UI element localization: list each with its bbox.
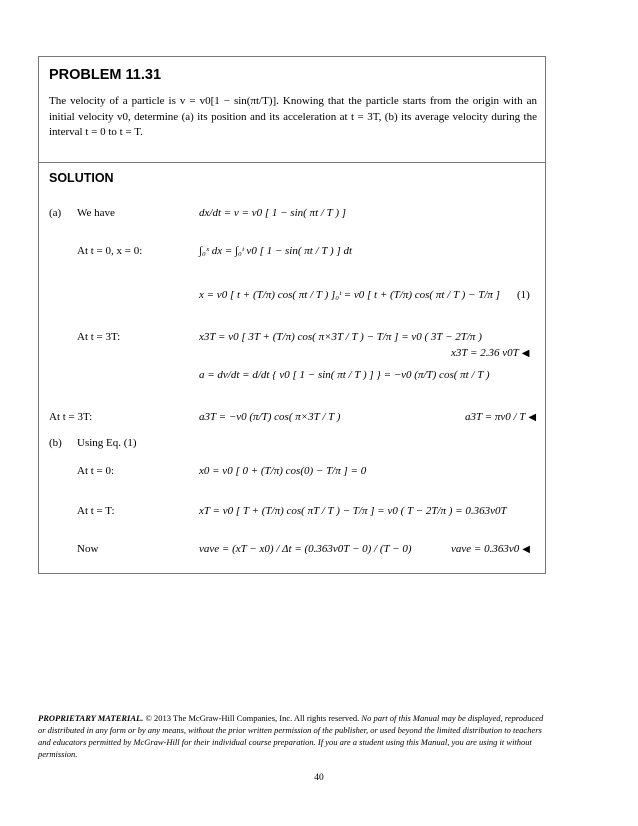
page-number: 40 [314,773,324,783]
x0-equation: x0 = v0 [ 0 + (T/π) cos(0) − T/π ] = 0 [199,465,367,477]
using-eq-text: Using Eq. (1) [77,437,137,449]
at-t0-label: At t = 0: [77,465,115,477]
vave-equation: vave = (xT − x0) / Δt = (0.363v0T − 0) / (T − 0) [199,543,412,555]
now-text: Now [77,543,99,555]
equation-number: (1) [517,289,530,301]
acceleration-equation: a = dv/dt = d/dt { v0 [ 1 − sin( πt / T ) ] } = −v0 (π/T) cos( πt / T ) [199,369,490,381]
part-a-label: (a) [49,207,62,219]
a3T-equation: a3T = −v0 (π/T) cos( π×3T / T ) [199,411,341,423]
position-equation: x = v0 [ t + (T/π) cos( πt / T ) ]₀ᵗ = v0 [ t + (T/π) cos( πt / T ) − T/π ] [199,289,500,301]
solution-box [38,162,546,574]
problem-box [38,56,546,168]
vave-answer: vave = 0.363v0 ◀ [451,543,530,555]
x3T-equation: x3T = v0 [ 3T + (T/π) cos( π×3T / T ) − T/π ] = v0 ( 3T − 2T/π ) [199,331,482,343]
footer-italic: No part of this Manual may be displayed, reproduced or distributed in any form or by any means, without the prior written permission of the publisher, or used beyond the limited distribution to teachers and educators permitted by McGraw-Hill for their individual course preparation. If you are a student using this Manual, you are using it without permission. [38,713,544,759]
xT-equation: xT = v0 [ T + (T/π) cos( πT / T ) − T/π ] = v0 ( T − 2T/π ) = 0.363v0T [199,505,507,517]
problem-title: PROBLEM 11.31 [49,67,162,83]
a3T-answer: a3T = πv0 / T ◀ [465,411,537,423]
part-b-label: (b) [49,437,62,449]
x3T-answer: x3T = 2.36 v0T ◀ [451,347,530,359]
footer-bold: PROPRIETARY MATERIAL. [38,713,144,723]
solution-title: SOLUTION [49,171,114,185]
initial-condition-label: At t = 0, x = 0: [77,245,143,257]
integral-equation: ∫₀ˣ dx = ∫₀ᵗ v0 [ 1 − sin( πt / T ) ] dt [199,245,353,257]
footer-normal: © 2013 The McGraw-Hill Companies, Inc. All rights reserved. [143,713,362,723]
at-3T-label-2: At t = 3T: [49,411,93,423]
velocity-equation: dx/dt = v = v0 [ 1 − sin( πt / T ) ] [199,207,347,219]
at-tT-label: At t = T: [77,505,115,517]
answer-marker-icon: ◀ [522,544,530,555]
problem-statement: The velocity of a particle is v = v0[1 − sin(πt/T)]. Knowing that the particle starts from the origin with an initial velocity v0, determine (a) its position and its acceleration at t = 3T, (b) its average velocity during the interval t = 0 to t = T. [49,95,537,138]
we-have-text: We have [77,207,115,219]
answer-marker-icon: ◀ [521,348,530,359]
copyright-footer [38,712,544,760]
answer-marker-icon: ◀ [528,412,537,423]
at-3T-label: At t = 3T: [77,331,121,343]
